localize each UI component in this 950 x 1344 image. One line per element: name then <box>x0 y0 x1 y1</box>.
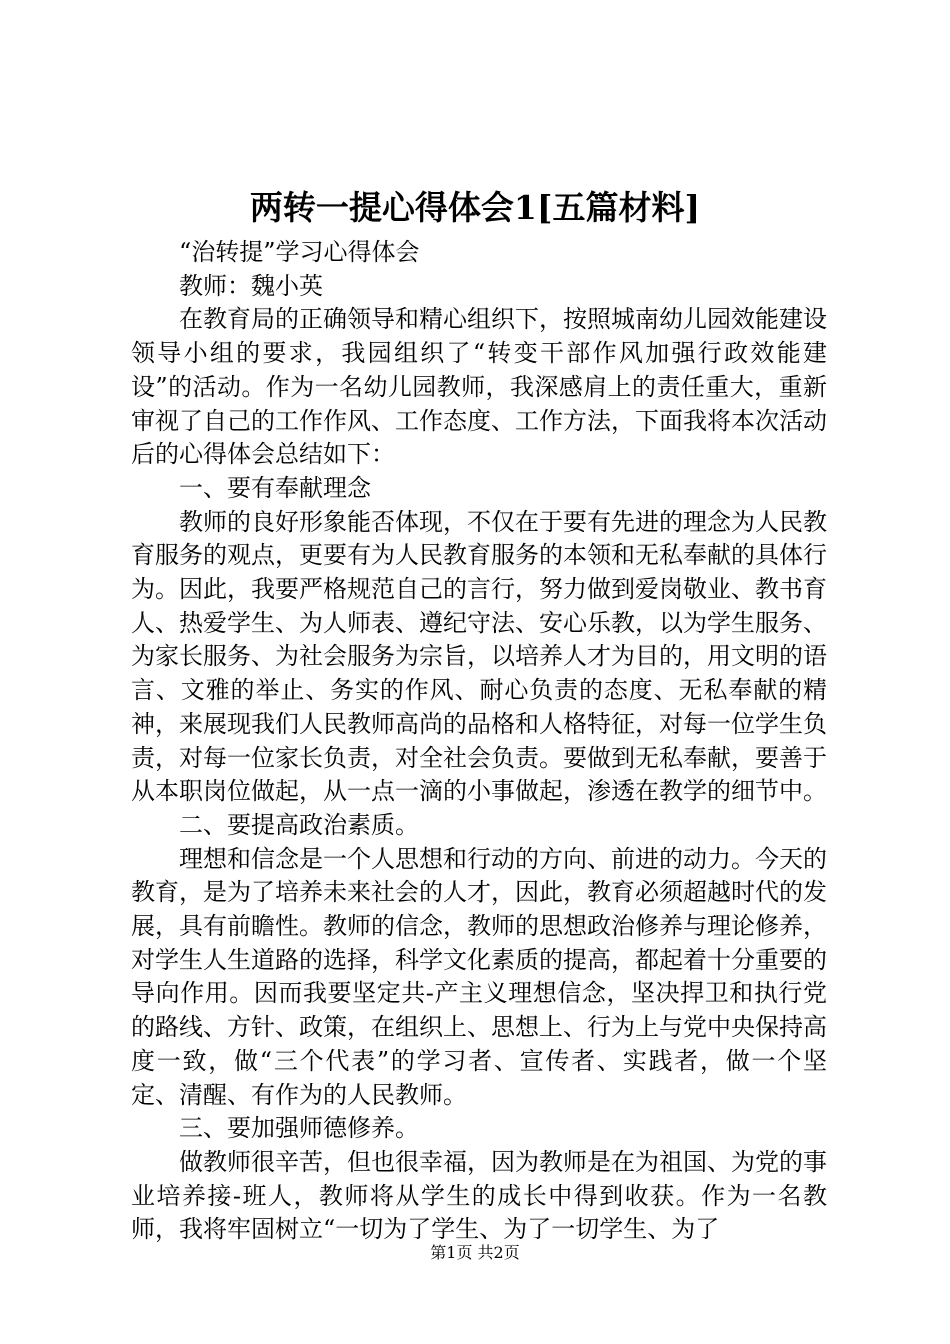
author-line: 教师：魏小英 <box>179 271 323 300</box>
document-body <box>131 236 827 1247</box>
section-heading-2: 二、要提高政治素质。 <box>179 810 419 839</box>
page-footer: 第1页 共2页 <box>430 1243 520 1262</box>
section-heading-1: 一、要有奉献理念 <box>179 473 371 502</box>
document-title: 两转一提心得体会1[五篇材料] <box>249 188 701 227</box>
section-heading-3: 三、要加强师德修养。 <box>179 1114 419 1143</box>
intro-paragraph: 在教育局的正确领导和精心组织下，按照城南幼儿园效能建设领导小组的要求，我园组织了“转变干部作风加强行政效能建设”的活动。作为一名幼儿园教师，我深感肩上的责任重大，重新审视了自己的工作作风、工作态度、工作方法，下面我将本次活动后的心得体会总结如下： <box>131 305 827 469</box>
section-paragraph-3: 做教师很辛苦，但也很幸福，因为教师是在为祖国、为党的事业培养接-班人，教师将从学生的成长中得到收获。作为一名教师，我将牢固树立“一切为了学生、为了一切学生、为了 <box>131 1147 827 1244</box>
section-paragraph-2: 理想和信念是一个人思想和行动的方向、前进的动力。今天的教育，是为了培养未来社会的人才，因此，教育必须超越时代的发展，具有前瞻性。教师的信念，教师的思想政治修养与理论修养，对学生人生道路的选择，科学文化素质的提高，都起着十分重要的导向作用。因而我要坚定共-产主义理想信念，坚决捍卫和执行党的路线、方针、政策，在组织上、思想上、行为上与党中央保持高度一致，做“三个代表”的学习者、宣传者、实践者，做一个坚定、清醒、有作为的人民教师。 <box>131 844 827 1109</box>
article-heading: “治转提”学习心得体会 <box>179 238 420 266</box>
section-paragraph-1: 教师的良好形象能否体现，不仅在于要有先进的理念为人民教育服务的观点，更要有为人民教育服务的本领和无私奉献的具体行为。因此，我要严格规范自己的言行，努力做到爱岗敬业、教书育人、热爱学生、为人师表、遵纪守法、安心乐教，以为学生服务、为家长服务、为社会服务为宗旨，以培养人才为目的，用文明的语言、文雅的举止、务实的作风、耐心负责的态度、无私奉献的精神，来展现我们人民教师高尚的品格和人格特征，对每一位学生负责，对每一位家长负责，对全社会负责。要做到无私奉献，要善于从本职岗位做起，从一点一滴的小事做起，渗透在教学的细节中。 <box>131 507 827 806</box>
